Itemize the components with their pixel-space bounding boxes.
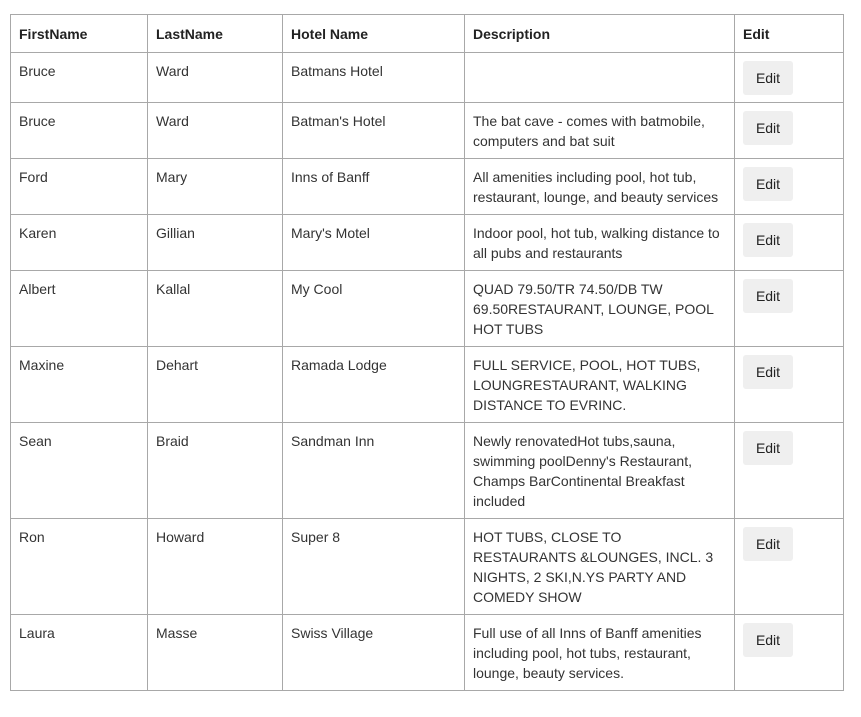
edit-button[interactable]: Edit bbox=[743, 61, 793, 95]
cell-description: Newly renovatedHot tubs,sauna, swimming poolDenny's Restaurant, Champs BarContinental Breakfast included bbox=[465, 423, 735, 519]
cell-edit bbox=[735, 519, 844, 615]
cell-description: QUAD 79.50/TR 74.50/DB TW 69.50RESTAURANT, LOUNGE, POOL HOT TUBS bbox=[465, 271, 735, 347]
table-row bbox=[11, 159, 844, 215]
edit-button[interactable]: Edit bbox=[743, 527, 793, 561]
cell-firstname: Bruce bbox=[11, 53, 148, 103]
cell-firstname: Laura bbox=[11, 615, 148, 691]
cell-firstname: Albert bbox=[11, 271, 148, 347]
cell-hotel-name: Sandman Inn bbox=[283, 423, 465, 519]
edit-button[interactable]: Edit bbox=[743, 623, 793, 657]
cell-lastname: Gillian bbox=[148, 215, 283, 271]
cell-hotel-name: Batman's Hotel bbox=[283, 103, 465, 159]
table-row bbox=[11, 423, 844, 519]
column-header-firstname: FirstName bbox=[11, 15, 148, 53]
edit-button[interactable]: Edit bbox=[743, 431, 793, 465]
cell-description: FULL SERVICE, POOL, HOT TUBS, LOUNGRESTAURANT, WALKING DISTANCE TO EVRINC. bbox=[465, 347, 735, 423]
cell-description bbox=[465, 53, 735, 103]
table-row bbox=[11, 347, 844, 423]
cell-edit bbox=[735, 347, 844, 423]
cell-hotel-name: Batmans Hotel bbox=[283, 53, 465, 103]
column-header-lastname: LastName bbox=[148, 15, 283, 53]
edit-button[interactable]: Edit bbox=[743, 355, 793, 389]
cell-lastname: Mary bbox=[148, 159, 283, 215]
cell-hotel-name: Super 8 bbox=[283, 519, 465, 615]
cell-hotel-name: My Cool bbox=[283, 271, 465, 347]
cell-edit bbox=[735, 159, 844, 215]
cell-edit bbox=[735, 215, 844, 271]
edit-button[interactable]: Edit bbox=[743, 279, 793, 313]
column-header-edit: Edit bbox=[735, 15, 844, 53]
table-row bbox=[11, 103, 844, 159]
edit-button[interactable]: Edit bbox=[743, 111, 793, 145]
cell-description: Indoor pool, hot tub, walking distance to all pubs and restaurants bbox=[465, 215, 735, 271]
cell-edit bbox=[735, 103, 844, 159]
edit-button[interactable]: Edit bbox=[743, 223, 793, 257]
table-row bbox=[11, 215, 844, 271]
cell-edit bbox=[735, 615, 844, 691]
cell-lastname: Braid bbox=[148, 423, 283, 519]
table-header bbox=[11, 15, 844, 53]
cell-firstname: Karen bbox=[11, 215, 148, 271]
cell-firstname: Bruce bbox=[11, 103, 148, 159]
cell-firstname: Ford bbox=[11, 159, 148, 215]
table-body bbox=[11, 53, 844, 691]
cell-lastname: Howard bbox=[148, 519, 283, 615]
column-header-hotel-name: Hotel Name bbox=[283, 15, 465, 53]
header-row bbox=[11, 15, 844, 53]
cell-edit bbox=[735, 271, 844, 347]
table-row bbox=[11, 53, 844, 103]
cell-lastname: Dehart bbox=[148, 347, 283, 423]
cell-firstname: Sean bbox=[11, 423, 148, 519]
cell-lastname: Ward bbox=[148, 53, 283, 103]
cell-description: The bat cave - comes with batmobile, computers and bat suit bbox=[465, 103, 735, 159]
edit-button[interactable]: Edit bbox=[743, 167, 793, 201]
cell-description: HOT TUBS, CLOSE TO RESTAURANTS &LOUNGES, INCL. 3 NIGHTS, 2 SKI,N.YS PARTY AND COMEDY SHOW bbox=[465, 519, 735, 615]
table-row bbox=[11, 271, 844, 347]
cell-description: All amenities including pool, hot tub, restaurant, lounge, and beauty services bbox=[465, 159, 735, 215]
cell-hotel-name: Inns of Banff bbox=[283, 159, 465, 215]
cell-firstname: Maxine bbox=[11, 347, 148, 423]
cell-lastname: Masse bbox=[148, 615, 283, 691]
column-header-description: Description bbox=[465, 15, 735, 53]
cell-lastname: Ward bbox=[148, 103, 283, 159]
cell-lastname: Kallal bbox=[148, 271, 283, 347]
cell-hotel-name: Ramada Lodge bbox=[283, 347, 465, 423]
cell-firstname: Ron bbox=[11, 519, 148, 615]
cell-hotel-name: Mary's Motel bbox=[283, 215, 465, 271]
hotels-table bbox=[10, 14, 844, 691]
table-row bbox=[11, 615, 844, 691]
cell-edit bbox=[735, 423, 844, 519]
cell-hotel-name: Swiss Village bbox=[283, 615, 465, 691]
cell-edit bbox=[735, 53, 844, 103]
table-row bbox=[11, 519, 844, 615]
cell-description: Full use of all Inns of Banff amenities including pool, hot tubs, restaurant, lounge, beauty services. bbox=[465, 615, 735, 691]
